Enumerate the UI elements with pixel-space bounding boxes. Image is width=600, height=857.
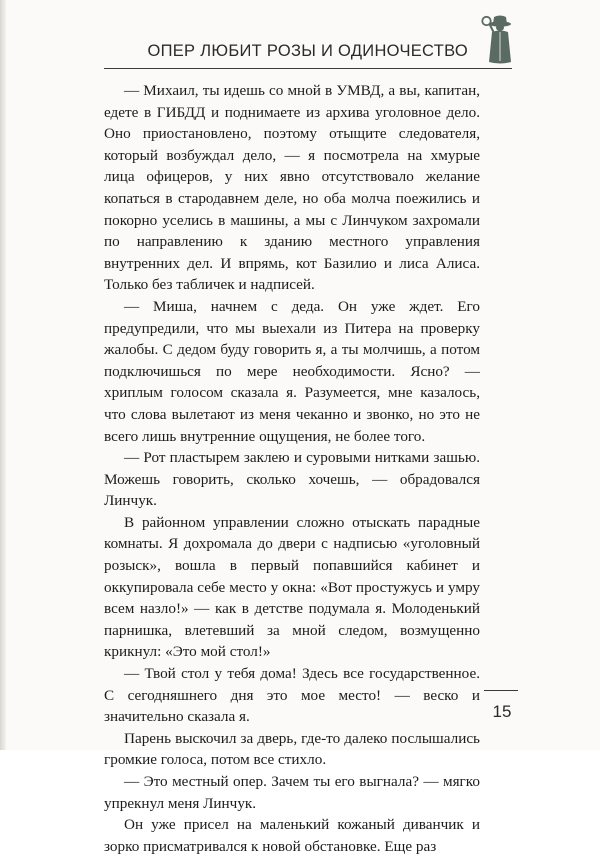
paragraph-4: В районном управлении сложно отыскать парадные комнаты. Я дохромала до двери с надписью «уголовный розыск», вошла в первый попавшийся кабинет и оккупировала себе место у окна: «Вот простужусь и умру всем назло!» — как в детстве подумала я. Молоденький парнишка, влетевший за мной следом, возмущенно крикнул: «Это мой стол!» [104,513,480,661]
paragraph-7: — Это местный опер. Зачем ты его выгнала? — мягко упрекнул меня Линчук. [104,773,480,812]
paragraph-8: Он уже присел на маленький кожаный диванчик и зорко присматривался к новой обстановке. Еще раз [104,816,480,855]
detective-figure-icon [480,12,520,66]
body-text [104,80,480,857]
running-header [104,28,476,68]
page-number-rule [484,690,518,691]
header-title: ОПЕР ЛЮБИТ РОЗЫ И ОДИНОЧЕСТВО [147,42,468,60]
paragraph-6: Парень выскочил за дверь, где-то далеко послышались громкие голоса, потом все стихло. [104,729,480,769]
paragraph-5: — Твой стол у тебя дома! Здесь все государственное. С сегодняшнего дня это мое место! — веско и значительно сказала я. [104,665,480,726]
page-number: 15 [492,702,512,721]
page-edge-shadow [0,0,6,750]
paragraph-3: — Рот пластырем заклею и суровыми нитками зашью. Можешь говорить, сколько хочешь, — обрадовался Линчук. [104,449,480,510]
paragraph-2: — Миша, начнем с деда. Он уже ждет. Его предупредили, что мы выехали из Питера на проверку жалобы. С дедом буду говорить я, а ты молчишь, а потом подключишься по мере необходимости. Ясно? — хриплым голосом сказала я. Разумеется, мне казалось, что слова вылетают из меня чеканно и звонко, но это не всего лишь внутренние ощущения, не более того. [104,297,480,445]
paragraph-1: — Михаил, ты идешь со мной в УМВД, а вы, капитан, едете в ГИБДД и поднимаете из архива уголовное дело. Оно приостановлено, поэтому отыщите следователя, который возбуждал дело, — я посмотрела на хмурые лица офицеров, у них явно отсутствовало желание копаться в стародавнем деле, но оба молча поежились и покорно уселись в машины, а мы с Линчуком захромали по направлению к зданию местного управления внутренних дел. И впрямь, кот Базилио и лиса Алиса. Только без табличек и надписей. [104,82,480,294]
header-rule [104,68,512,69]
